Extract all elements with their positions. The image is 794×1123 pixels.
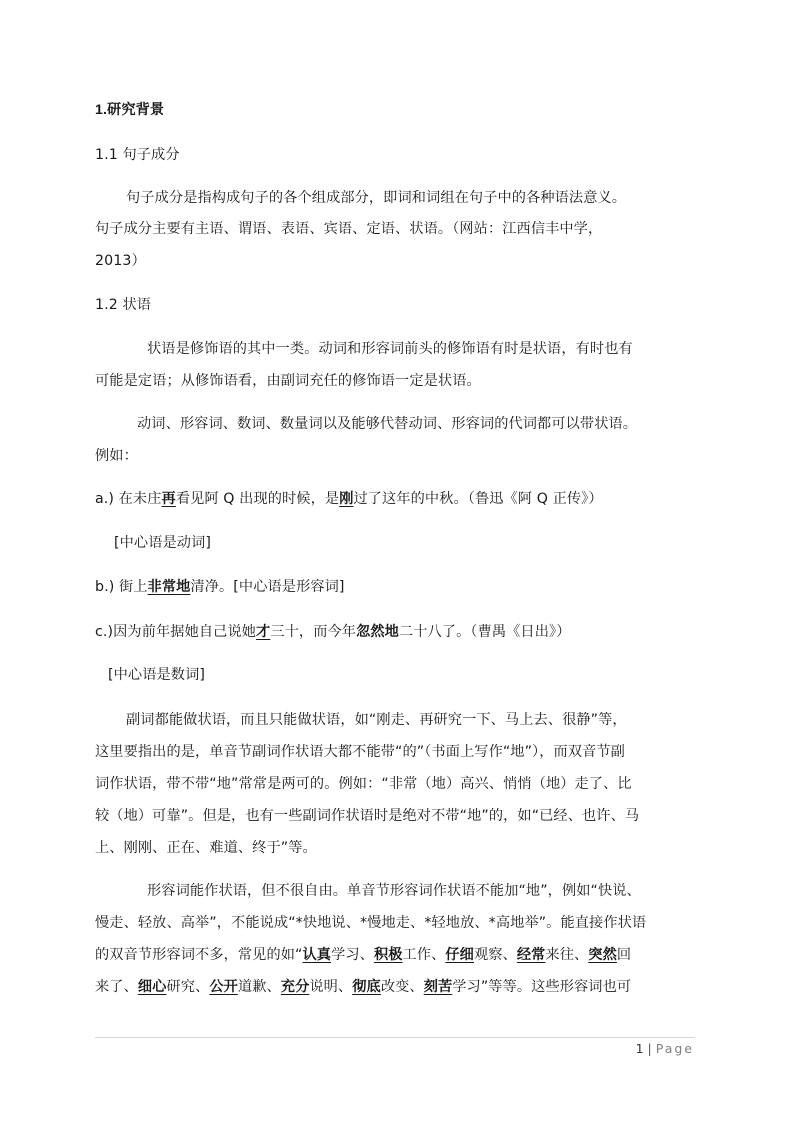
example-b — [95, 576, 345, 596]
heading-research-background: 1.研究背景 — [95, 102, 165, 118]
paragraph-line: 句子成分主要有主语、谓语、表语、宾语、定语、状语。（网站：江西信丰中学， — [95, 221, 603, 237]
paragraph-text: 改变、 — [380, 979, 424, 995]
paragraph-line: 形容词能作状语，但不很自由。单音节形容词作状语不能加“地”，例如“快说、 — [147, 883, 641, 899]
emphasized-word: 再 — [161, 491, 176, 507]
example-text: 过了这年的中秋。（鲁迅《阿 Q 正传》） — [353, 491, 603, 507]
example-text: 二十八了。（曹禺《日出》） — [398, 624, 571, 640]
paragraph-line: 这里要指出的是，单音节副词作状语大都不能带“的”（书面上写作“地”），而双音节副 — [95, 744, 625, 760]
emphasized-word: 经常 — [516, 947, 546, 963]
paragraph-text: 学习、 — [331, 947, 374, 963]
footer-divider — [95, 1037, 695, 1038]
paragraph-text: 来往、 — [545, 947, 589, 963]
page-footer — [636, 1041, 694, 1056]
paragraph-line — [95, 944, 631, 964]
footer-separator: | — [647, 1041, 652, 1056]
paragraph-line: 例如： — [95, 448, 138, 464]
paragraph-line: 副词都能做状语，而且只能做状语，如“刚走、再研究一下、马上去、很静”等， — [126, 712, 627, 728]
paragraph-text: 观察、 — [473, 947, 517, 963]
paragraph-line: 词作状语，带不带“地”常常是两可的。例如：“非常（地）高兴、悄悄（地）走了、比 — [95, 776, 632, 792]
heading-sentence-components: 1.1 句子成分 — [95, 147, 180, 163]
emphasized-word: 积极 — [373, 947, 403, 963]
emphasized-word: 认真 — [302, 947, 332, 963]
example-text: 清净。[中心语是形容词] — [190, 579, 345, 595]
heading-adverbial: 1.2 状语 — [95, 297, 152, 313]
paragraph-line — [95, 976, 631, 996]
paragraph-text: 来了、 — [95, 979, 138, 995]
emphasized-word: 公开 — [209, 979, 238, 995]
paragraph-text: 的双音节形容词不多，常见的如“ — [95, 947, 303, 963]
paragraph-line: 上、刚刚、正在、难道、终于”等。 — [95, 840, 317, 856]
page-label: Page — [655, 1041, 694, 1056]
emphasized-word: 充分 — [280, 979, 310, 995]
example-text: a.) 在未庄 — [95, 491, 162, 507]
emphasized-word: 才 — [256, 624, 271, 640]
example-text: c.)因为前年据她自己说她 — [95, 624, 257, 640]
paragraph-line: 可能是定语；从修饰语看，由副词充任的修饰语一定是状语。 — [95, 373, 481, 389]
emphasized-word: 细心 — [137, 979, 167, 995]
paragraph-text: 道歉、 — [237, 979, 281, 995]
emphasized-word: 刚 — [339, 491, 354, 507]
paragraph-text: 说明、 — [309, 979, 353, 995]
example-a — [95, 488, 603, 508]
emphasized-word: 彻底 — [352, 979, 381, 995]
emphasized-word: 非常地 — [147, 579, 191, 595]
example-text: 看见阿 Q 出现的时候，是 — [175, 491, 340, 507]
paragraph-line: 动词、形容词、数词、数量词以及能够代替动词、形容词的代词都可以带状语。 — [137, 416, 638, 432]
paragraph-text: 回 — [616, 947, 632, 963]
emphasized-word: 突然 — [588, 947, 617, 963]
paragraph-text: 学习”等等。这些形容词也可 — [452, 979, 632, 995]
paragraph-text: 研究、 — [166, 979, 210, 995]
emphasized-word: 仔细 — [445, 947, 474, 963]
example-c-note: [中心语是数词] — [108, 667, 205, 683]
example-c — [95, 621, 570, 641]
example-a-note: [中心语是动词] — [114, 535, 211, 551]
bold-word: 忽然地 — [356, 624, 399, 640]
example-text: 三十，而今年 — [270, 624, 357, 640]
paragraph-line: 句子成分是指构成句子的各个组成部分，即词和词组在句子中的各种语法意义。 — [126, 190, 627, 206]
paragraph-line: 状语是修饰语的其中一类。动词和形容词前头的修饰语有时是状语，有时也有 — [147, 341, 633, 357]
page-number: 1 — [635, 1041, 644, 1056]
paragraph-text: 工作、 — [402, 947, 446, 963]
emphasized-word: 刻苦 — [423, 979, 453, 995]
example-text: b.) 街上 — [95, 579, 148, 595]
paragraph-line: 2013） — [95, 253, 146, 269]
paragraph-line: 慢走、轻放、高举”，不能说成“*快地说、*慢地走、*轻地放、*高地举”。能直接作状语 — [95, 915, 647, 931]
paragraph-line: 较（地）可靠”。但是，也有一些副词作状语时是绝对不带“地”的，如“已经、也许、马 — [95, 808, 640, 824]
